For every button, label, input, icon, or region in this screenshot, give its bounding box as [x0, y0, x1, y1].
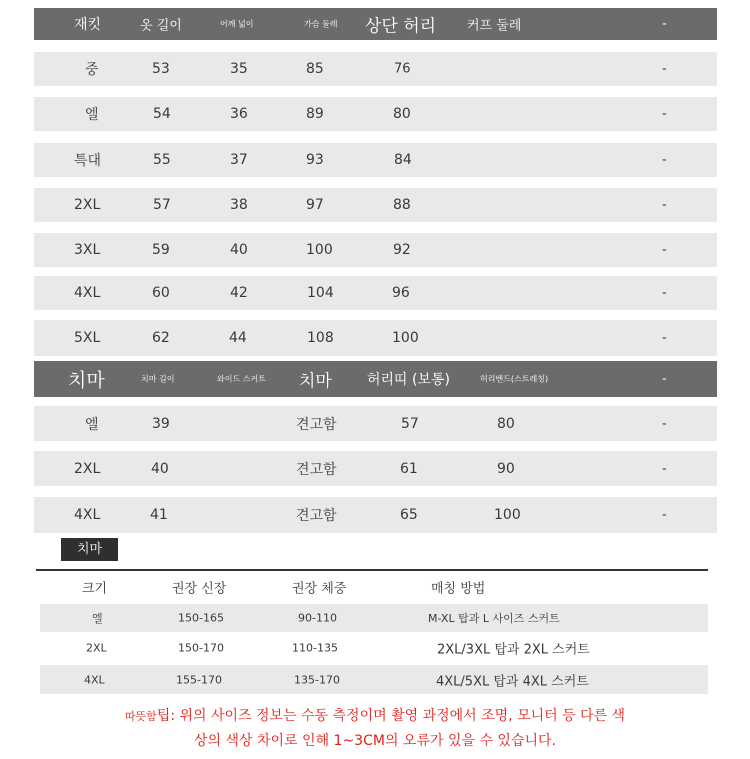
skirt-header-length: 치마 길이 [141, 374, 175, 384]
height-cell: 150-165 [178, 611, 224, 625]
type-cell: 견고함 [296, 461, 337, 478]
size-cell: 엘 [85, 416, 99, 433]
dash-cell: - [662, 416, 667, 431]
height-cell: 155-170 [176, 673, 222, 686]
skirt-label-tag: 치마 [61, 538, 118, 561]
size-guide-header-height: 권장 신장 [172, 581, 227, 597]
dash-cell: - [662, 152, 667, 168]
shoulder-cell: 42 [230, 285, 248, 301]
length-cell: 57 [153, 197, 171, 213]
type-cell: 견고함 [296, 416, 337, 433]
weight-cell: 90-110 [298, 611, 337, 625]
waist-cell: 84 [394, 152, 412, 168]
size-cell: 2XL [74, 197, 101, 213]
skirt-row [34, 406, 717, 441]
jacket-header-row [34, 8, 717, 40]
jacket-header-cuff: 커프 둘레 [467, 18, 522, 34]
dash-cell: - [662, 106, 667, 122]
stretch-cell: 80 [497, 415, 515, 432]
chest-cell: 89 [306, 106, 324, 122]
size-guide-header-match: 매칭 방법 [431, 581, 486, 597]
waist-cell: 100 [392, 330, 419, 346]
shoulder-cell: 37 [230, 152, 248, 168]
skirt-header-dash: - [662, 371, 667, 387]
chest-cell: 104 [307, 285, 334, 301]
jacket-row [34, 233, 717, 267]
size-guide-header-weight: 권장 체중 [292, 581, 347, 597]
jacket-row [34, 188, 717, 222]
note-prefix: 따뜻함 [124, 710, 157, 723]
length-cell: 39 [152, 415, 170, 432]
chest-cell: 93 [306, 152, 324, 168]
skirt-header-title: 치마 [68, 369, 105, 392]
size-guide-header [36, 573, 708, 601]
dash-cell: - [662, 285, 667, 301]
waist-cell: 57 [401, 415, 419, 432]
jacket-header-shoulder: 어깨 넓이 [220, 19, 254, 29]
stretch-cell: 90 [497, 460, 515, 477]
waist-cell: 65 [400, 507, 418, 523]
size-guide-row [40, 665, 708, 694]
chest-cell: 100 [306, 242, 333, 258]
dash-cell: - [662, 461, 667, 476]
skirt-header-type: 와이드 스커트 [217, 374, 266, 384]
size-cell: 4XL [84, 673, 105, 686]
chest-cell: 108 [307, 330, 334, 346]
dash-cell: - [662, 61, 667, 77]
dash-cell: - [662, 197, 667, 213]
match-cell: 4XL/5XL 탑과 4XL 스커트 [436, 674, 589, 689]
size-note-line-2: 상의 색상 차이로 인해 1~3CM의 오류가 있을 수 있습니다. [194, 733, 556, 749]
skirt-row [34, 497, 717, 533]
size-cell: 4XL [74, 285, 101, 301]
waist-cell: 96 [392, 285, 410, 301]
dash-cell: - [662, 242, 667, 258]
skirt-header-skirt: 치마 [299, 371, 332, 392]
size-cell: 5XL [74, 330, 101, 346]
size-guide-header-size: 크기 [82, 581, 108, 597]
stretch-cell: 100 [494, 507, 521, 523]
size-cell: 2XL [74, 460, 101, 477]
waist-cell: 88 [393, 197, 411, 213]
jacket-header-chest: 가슴 둘레 [304, 19, 338, 29]
size-cell: 엘 [92, 612, 103, 625]
shoulder-cell: 36 [230, 106, 248, 122]
jacket-header-dash: - [662, 16, 667, 32]
dash-cell: - [662, 507, 667, 523]
match-cell: M-XL 탑과 L 사이즈 스커트 [428, 612, 560, 625]
shoulder-cell: 35 [230, 61, 248, 77]
shoulder-cell: 38 [230, 197, 248, 213]
waist-cell: 76 [394, 61, 411, 77]
chest-cell: 97 [306, 197, 324, 213]
match-cell: 2XL/3XL 탑과 2XL 스커트 [437, 642, 590, 658]
shoulder-cell: 40 [230, 242, 248, 258]
jacket-header-title: 재킷 [74, 17, 102, 33]
size-cell: 중 [85, 62, 99, 78]
skirt-row [34, 451, 717, 486]
size-guide-row [40, 634, 708, 662]
skirt-header-waist: 허리띠 (보통) [367, 372, 450, 388]
size-cell: 엘 [85, 107, 99, 123]
size-cell: 4XL [74, 507, 101, 523]
length-cell: 59 [152, 242, 170, 258]
size-guide-row [40, 604, 708, 632]
length-cell: 41 [150, 507, 168, 523]
size-cell: 2XL [86, 641, 107, 655]
waist-cell: 92 [393, 242, 411, 258]
length-cell: 55 [153, 152, 171, 168]
weight-cell: 135-170 [294, 673, 340, 686]
height-cell: 150-170 [178, 641, 224, 655]
length-cell: 53 [152, 61, 170, 77]
weight-cell: 110-135 [292, 641, 338, 655]
size-cell: 특대 [74, 153, 102, 169]
chest-cell: 85 [306, 61, 324, 77]
skirt-header-stretch: 허리밴드(스트레칭) [480, 374, 549, 384]
length-cell: 62 [152, 330, 170, 346]
jacket-row [34, 276, 717, 310]
jacket-header-length: 옷 길이 [140, 18, 182, 34]
skirt-header-row [34, 361, 717, 397]
length-cell: 54 [153, 106, 171, 122]
jacket-row [34, 320, 717, 356]
jacket-row [34, 52, 717, 86]
waist-cell: 61 [400, 460, 418, 477]
length-cell: 60 [152, 285, 170, 301]
jacket-header-waist: 상단 허리 [365, 16, 437, 37]
note-line1-text: 팁: 위의 사이즈 정보는 수동 측정이며 촬영 과정에서 조명, 모니터 등 다른 색 [156, 708, 626, 724]
size-cell: 3XL [74, 242, 101, 258]
divider-line [36, 569, 708, 571]
jacket-row [34, 143, 717, 177]
length-cell: 40 [151, 460, 169, 477]
size-note-line-1 [0, 705, 750, 725]
jacket-row [34, 97, 717, 131]
waist-cell: 80 [393, 106, 411, 122]
type-cell: 견고함 [296, 508, 337, 524]
dash-cell: - [662, 330, 667, 346]
shoulder-cell: 44 [229, 330, 247, 346]
